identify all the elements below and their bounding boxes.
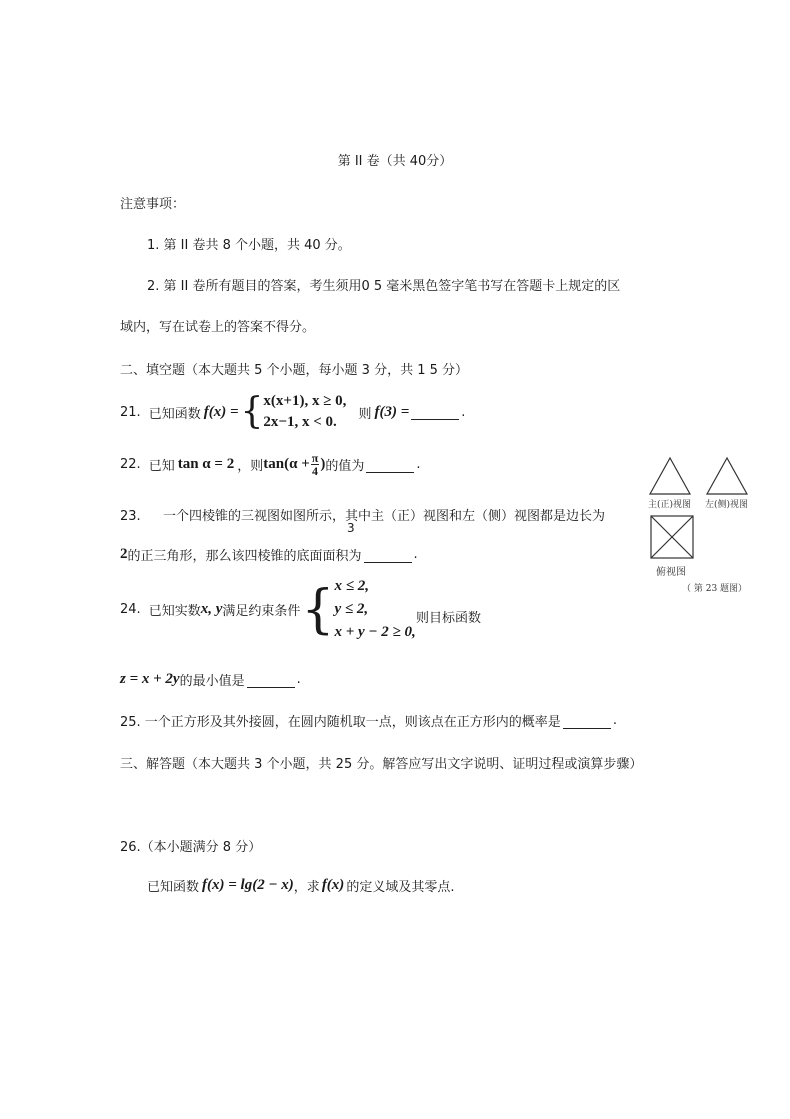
side-view-label: 左(侧)视图 — [705, 500, 749, 510]
question-text: 25. 一个正方形及其外接圆，在圆内随机取一点，则该点在正方形内的概率是 — [120, 715, 561, 730]
section-title: 第 II 卷（共 40分） — [337, 154, 453, 169]
expression: tan(α + — [263, 456, 310, 472]
question-number: 21. — [120, 404, 141, 420]
piecewise-definition: { x(x+1), x ≥ 0, 2x−1, x < 0. — [240, 391, 347, 432]
question-23-line2 — [120, 545, 418, 564]
question-text: ，求 — [293, 880, 320, 895]
question-text: 的正三角形，那么该四棱锥的底面面积为 — [127, 549, 362, 564]
notice-heading: 注意事项： — [120, 197, 186, 212]
question-text: 已知 — [148, 459, 175, 474]
constraint-system: { x ≤ 2, y ≤ 2, x + y − 2 ≥ 0, — [301, 578, 416, 640]
question-number: 22. — [120, 457, 141, 472]
objective-function: z = x + 2y — [120, 671, 180, 687]
answer-blank — [247, 686, 295, 688]
fraction-pi-over-4: $\frac{\pi}{4}$ — [311, 451, 319, 478]
question-end: . — [413, 547, 418, 562]
notice-item-1: 1. 第 II 卷共 8 个小题，共 40 分。 — [147, 238, 351, 253]
piecewise-case-1: x(x+1), x ≥ 0, — [263, 393, 347, 409]
constraint-3: x + y − 2 ≥ 0, — [334, 624, 416, 640]
question-end: . — [296, 672, 301, 687]
notice-item-2: 2. 第 II 卷所有题目的答案，考生须用0 5 毫米黑色签字笔书写在答题卡上规定的区 — [147, 279, 621, 294]
function-value: f(3) = — [374, 403, 410, 420]
constraint-1: x ≤ 2, — [334, 578, 369, 594]
question-21 — [120, 393, 465, 431]
front-view-triangle — [650, 458, 690, 494]
question-text: 已知函数 — [147, 880, 200, 895]
question-end: . — [461, 404, 466, 420]
function-name: f(x) — [321, 877, 345, 893]
question-23-line1 — [120, 505, 605, 524]
answer-blank — [366, 471, 414, 473]
question-text: 的最小值是 — [179, 674, 245, 689]
question-26 — [147, 876, 454, 895]
question-number: 24. — [120, 602, 141, 617]
question-text: 的值为 — [325, 459, 365, 474]
question-26-header: 26.（本小题满分 8 分） — [120, 840, 262, 855]
question-text: 则 — [358, 406, 372, 422]
question-24-line2 — [120, 670, 301, 689]
question-text: 满足约束条件 — [222, 604, 301, 619]
question-text: ，则 — [237, 459, 264, 474]
part2-heading: 二、填空题（本大题共 5 个小题，每小题 3 分，共 1 5 分） — [120, 363, 469, 378]
question-24 — [120, 578, 416, 641]
top-view-label: 俯视图 — [656, 567, 686, 578]
question-22 — [120, 452, 420, 477]
function-definition: f(x) = lg(2 − x) — [202, 877, 294, 893]
function-name: f(x) = — [203, 403, 239, 420]
variables: x, y — [200, 601, 223, 617]
answer-blank — [563, 727, 611, 729]
figure-caption: （ 第 23 题图） — [682, 584, 748, 594]
question-25 — [120, 711, 617, 730]
notice-item-2-continued: 域内，写在试卷上的答案不得分。 — [120, 320, 316, 335]
constraint-2: y ≤ 2, — [334, 601, 369, 617]
question-text: 一个四棱锥的三视图如图所示，其中主（正）视图和左（侧）视图都是边长为 — [162, 509, 605, 524]
superscript-3: 3 — [347, 521, 355, 535]
question-end: . — [416, 457, 421, 472]
answer-blank — [364, 561, 412, 563]
question-end: . — [612, 713, 617, 728]
question-text: 已知函数 — [148, 406, 201, 422]
question-text: 的定义域及其零点. — [346, 880, 455, 895]
side-view-triangle — [707, 458, 747, 494]
front-view-label: 主(正)视图 — [648, 500, 692, 510]
piecewise-case-2: 2x−1, x < 0. — [263, 414, 337, 430]
condition: tan α = 2 — [177, 456, 235, 472]
expression-close: ) — [320, 456, 326, 472]
answer-blank — [411, 418, 459, 420]
part3-heading: 三、解答题（本大题共 3 个小题，共 25 分。解答应写出文字说明、证明过程或演算步骤） — [120, 757, 643, 772]
side-length: 2 — [120, 546, 128, 562]
question-24-suffix: 则目标函数 — [416, 611, 482, 626]
question-number: 23. — [120, 509, 141, 524]
question-text: 已知实数 — [148, 604, 201, 619]
